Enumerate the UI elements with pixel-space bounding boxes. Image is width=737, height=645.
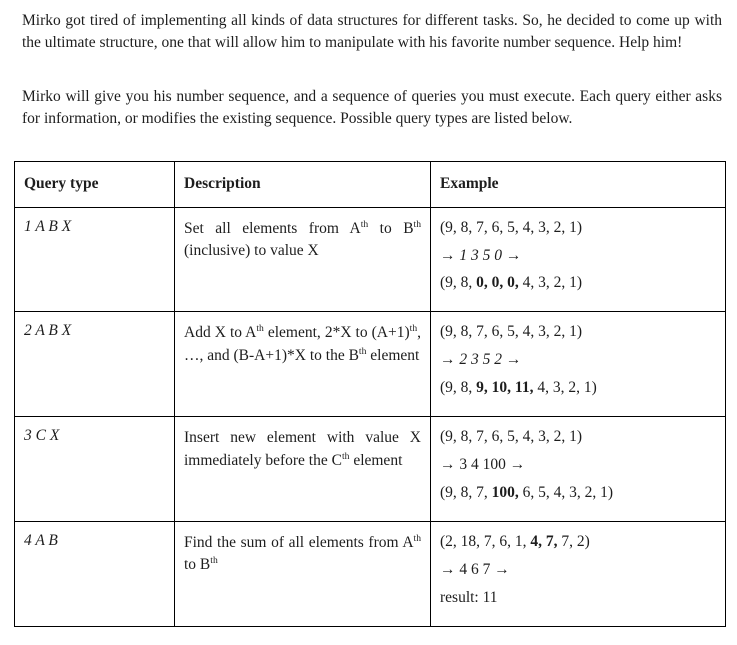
text-run: Set all elements from A	[184, 219, 361, 237]
example-cell	[431, 312, 726, 417]
example-cell	[431, 207, 726, 312]
description-cell	[175, 521, 431, 626]
table-row-query-3	[15, 417, 726, 522]
text-run: element, 2*X to (A+1)	[263, 324, 410, 342]
text-run: Find the sum of all elements from A	[184, 533, 414, 551]
text-run: , …, and (B-A+1)*X to the B	[184, 324, 421, 364]
text-run: (9, 8, 7, 6, 5, 4, 3, 2, 1)	[440, 428, 583, 446]
text-run: element	[349, 451, 403, 469]
text-run: result: 11	[440, 588, 498, 606]
text-run: th	[413, 532, 421, 544]
query-type-cell: 3 C X	[15, 417, 175, 522]
example-line	[440, 532, 716, 553]
intro-paragraph-2: Mirko will give you his number sequence, and a sequence of queries you must execute. Each query either asks for information, or modifies the existing sequence. Possible query types are listed below.	[22, 88, 722, 128]
text-run: → 3 4 100 →	[440, 456, 526, 474]
text-run: 9, 10, 11,	[476, 379, 534, 397]
example-line	[440, 560, 716, 581]
example-cell	[431, 521, 726, 626]
text-run: 4, 3, 2, 1)	[533, 379, 597, 397]
text-run: 100,	[491, 484, 519, 501]
text-run: th	[360, 218, 369, 230]
text-run: 4, 3, 2, 1)	[518, 274, 583, 292]
text-run: 4, 7,	[530, 532, 558, 550]
text-run: (9, 8, 7,	[440, 484, 492, 501]
text-run: element	[366, 346, 420, 364]
text-run: → 4 6 7 →	[440, 560, 510, 578]
text-run: to B	[368, 219, 414, 237]
example-line	[440, 483, 716, 504]
text-run: (9, 8,	[440, 274, 477, 292]
example-line	[440, 588, 716, 609]
intro-paragraph-1: Mirko got tired of implementing all kinds of data structures for different tasks. So, he decided to come up with the ultimate structure, one that will allow him to manipulate with his favorite number sequence. Help him!	[22, 12, 722, 52]
text-run: th	[409, 323, 418, 335]
example-line	[440, 322, 716, 343]
table-row-query-4	[15, 521, 726, 626]
description-cell	[175, 207, 431, 312]
header-example: Example	[431, 161, 726, 207]
example-cell	[431, 417, 726, 522]
example-line	[440, 218, 716, 239]
text-run: (2, 18, 7, 6, 1,	[440, 532, 531, 550]
text-run: (9, 8, 7, 6, 5, 4, 3, 2, 1)	[440, 218, 583, 236]
text-run: th	[210, 555, 218, 567]
text-run: Insert new element with value X immediately before the C	[184, 429, 421, 469]
text-run: 0, 0, 0,	[476, 274, 519, 292]
table-row-query-2	[15, 312, 726, 417]
example-line	[440, 378, 716, 399]
table-row-query-1	[15, 207, 726, 312]
query-type-cell: 2 A B X	[15, 312, 175, 417]
text-run: 6, 5, 4, 3, 2, 1)	[518, 484, 614, 501]
text-run: → 1 3 5 0 →	[440, 246, 522, 264]
text-run: th	[358, 345, 367, 357]
description-cell	[175, 417, 431, 522]
query-type-cell: 1 A B X	[15, 207, 175, 312]
table-header-row	[15, 161, 726, 207]
example-line	[440, 427, 716, 448]
query-type-cell: 4 A B	[15, 521, 175, 626]
header-description: Description	[175, 161, 431, 207]
text-run: to B	[184, 556, 211, 574]
text-run: (inclusive) to value X	[184, 242, 319, 260]
header-query-type: Query type	[15, 161, 175, 207]
example-line	[440, 350, 716, 371]
text-run: → 2 3 5 2 →	[440, 351, 522, 369]
text-run: 7, 2)	[557, 532, 590, 550]
description-cell	[175, 312, 431, 417]
text-run: (9, 8,	[440, 379, 477, 397]
text-run: th	[341, 450, 350, 462]
text-run: th	[413, 218, 421, 230]
example-line	[440, 246, 716, 267]
query-types-table	[14, 161, 726, 627]
text-run: Add X to A	[184, 324, 257, 342]
text-run: (9, 8, 7, 6, 5, 4, 3, 2, 1)	[440, 323, 583, 341]
example-line	[440, 455, 716, 476]
text-run: th	[256, 323, 264, 335]
example-line	[440, 273, 716, 294]
